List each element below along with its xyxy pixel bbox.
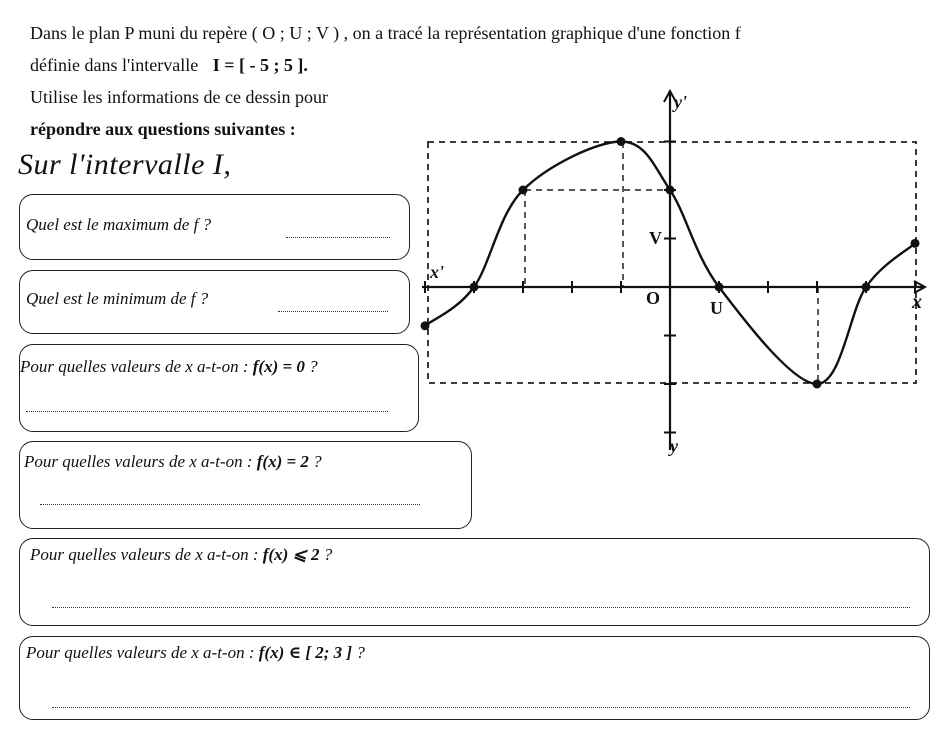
question-box-f-in-interval — [19, 636, 930, 720]
question-box-f-leq-2 — [19, 538, 930, 626]
intro-line-4: répondre aux questions suivantes : — [30, 119, 296, 139]
question-condition: f(x) ⩽ 2 — [262, 545, 320, 564]
label-origin: O — [646, 288, 661, 308]
question-prefix: Pour quelles valeurs de x a-t-on : — [24, 452, 257, 471]
guide-lines — [525, 142, 818, 383]
label-x-prime: x' — [430, 262, 445, 282]
curve-point — [617, 137, 626, 146]
question-box-f-equals-2 — [19, 441, 472, 529]
question-text: Quel est le maximum de f ? — [26, 215, 212, 234]
curve-point — [911, 239, 920, 248]
question-suffix: ? — [319, 545, 333, 564]
curve-point — [813, 380, 822, 389]
label-unit-u: U — [710, 298, 723, 318]
question-text — [24, 452, 322, 472]
question-condition: f(x) ∈ [ 2; 3 ] — [258, 643, 353, 662]
answer-field[interactable] — [26, 411, 388, 412]
section-heading: Sur l'intervalle I, — [18, 148, 232, 181]
question-suffix: ? — [352, 643, 365, 662]
question-prefix: Pour quelles valeurs de x a-t-on : — [26, 643, 259, 662]
intro-line-1: Dans le plan P muni du repère ( O ; U ; V ) , on a tracé la représentation graphique d'une fonction f — [30, 23, 741, 43]
question-suffix: ? — [308, 452, 322, 471]
function-graph — [418, 88, 930, 460]
curve-point — [666, 186, 675, 195]
answer-field[interactable] — [52, 707, 910, 708]
question-box-f-equals-0 — [19, 344, 419, 432]
question-text — [26, 643, 365, 663]
question-prefix: Pour quelles valeurs de x a-t-on : — [20, 357, 253, 376]
question-text — [20, 357, 318, 377]
answer-field[interactable] — [278, 311, 388, 312]
curve-point — [862, 283, 871, 292]
label-unit-v: V — [649, 228, 662, 248]
label-y: y — [670, 436, 678, 456]
question-suffix: ? — [304, 357, 318, 376]
answer-field[interactable] — [40, 504, 420, 505]
question-box-maximum — [19, 194, 410, 260]
answer-field[interactable] — [286, 237, 390, 238]
question-text — [30, 545, 332, 565]
answer-field[interactable] — [52, 607, 910, 608]
intro-line-3: Utilise les informations de ce dessin pour — [30, 87, 328, 107]
curve-point — [421, 321, 430, 330]
label-x: x — [912, 291, 922, 313]
question-text: Quel est le minimum de f ? — [26, 289, 209, 308]
question-prefix: Pour quelles valeurs de x a-t-on : — [30, 545, 263, 564]
curve-point — [715, 283, 724, 292]
curve-point — [519, 186, 528, 195]
question-condition: f(x) = 2 — [256, 452, 309, 471]
intro-line-2-text: définie dans l'intervalle — [30, 55, 199, 75]
label-y-prime: y' — [674, 92, 687, 112]
curve-point — [470, 283, 479, 292]
interval-definition: I = [ - 5 ; 5 ]. — [212, 55, 308, 75]
intro-line-2 — [30, 50, 308, 80]
question-box-minimum — [19, 270, 410, 334]
question-condition: f(x) = 0 — [252, 357, 305, 376]
